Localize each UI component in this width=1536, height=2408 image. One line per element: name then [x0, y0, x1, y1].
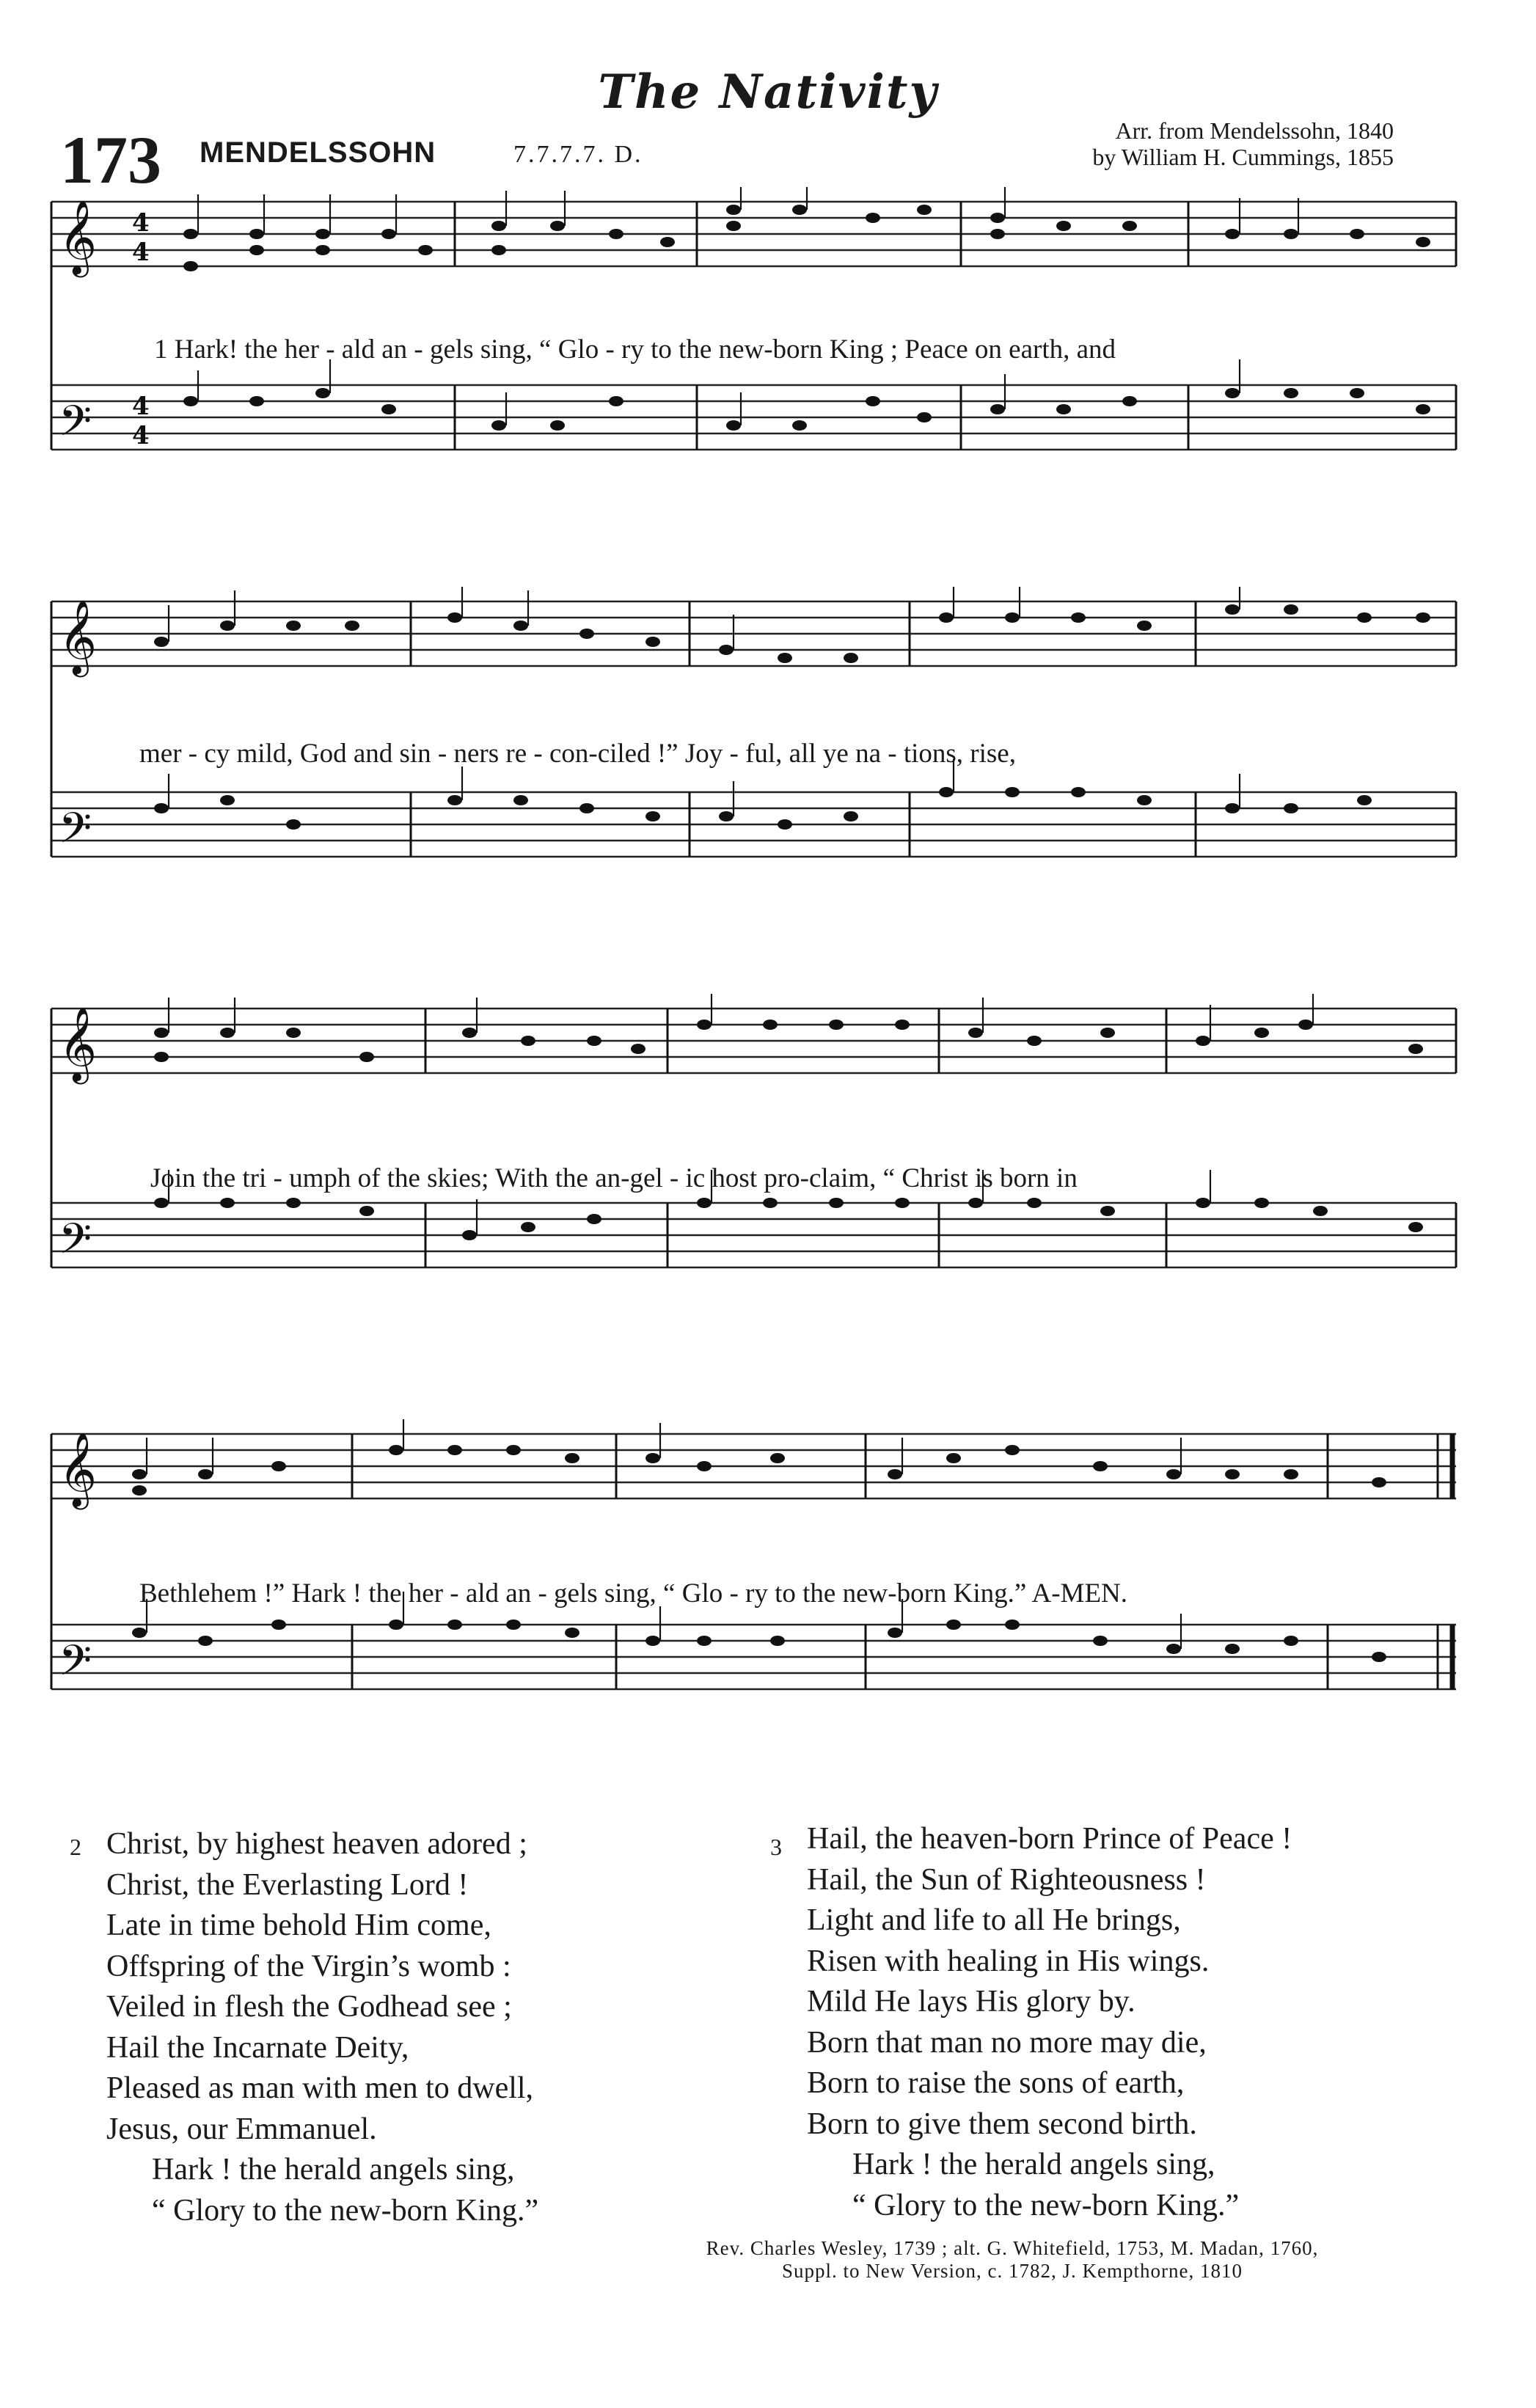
verse-2-line-5: Veiled in flesh the Godhead see ;	[106, 1990, 512, 2024]
svg-text:4: 4	[132, 421, 150, 450]
svg-text:4: 4	[132, 208, 150, 238]
verse-3-line-6: Born that man no more may die,	[807, 2025, 1207, 2060]
verse-3-line-2: Hail, the Sun of Righteousness !	[807, 1862, 1206, 1897]
music-system-3	[44, 994, 1463, 1320]
verse-2-number: 2	[70, 1834, 81, 1860]
text-credits	[572, 2237, 1452, 2283]
verse-2	[106, 1824, 538, 2231]
tune-name: MENDELSSOHN	[200, 136, 436, 169]
hymn-title: The Nativity	[598, 65, 938, 120]
verse-3-number: 3	[770, 1834, 782, 1860]
music-system-4	[44, 1419, 1463, 1746]
svg-text:𝄢: 𝄢	[59, 803, 92, 863]
verse-3-line-8: Born to give them second birth.	[807, 2107, 1197, 2141]
lyric-line-3: Join the tri - umph of the skies; With the an-gel - ic host pro-claim, “ Christ is born in	[150, 1163, 1078, 1193]
verse-2-line-2: Christ, the Everlasting Lord !	[106, 1867, 469, 1902]
verse-3-line-7: Born to raise the sons of earth,	[807, 2066, 1185, 2100]
verse-3-line-5: Mild He lays His glory by.	[807, 1985, 1135, 2019]
hymn-number: 173	[60, 122, 161, 197]
credits-line-2: Suppl. to New Version, c. 1782, J. Kempthorne, 1810	[782, 2260, 1243, 2282]
svg-text:𝄞: 𝄞	[59, 1006, 98, 1081]
svg-text:𝄞: 𝄞	[59, 199, 98, 274]
verse-2-line-9: Hark ! the herald angels sing,	[152, 2153, 515, 2186]
verse-3-line-10: “ Glory to the new-born King.”	[852, 2188, 1240, 2222]
svg-text:𝄞: 𝄞	[59, 1431, 98, 1507]
svg-text:𝄢: 𝄢	[59, 396, 92, 456]
verse-2-line-7: Pleased as man with men to dwell,	[106, 2071, 534, 2105]
music-system-2	[44, 587, 1463, 913]
verse-3	[807, 1819, 1292, 2226]
svg-text:𝄢: 𝄢	[59, 1214, 92, 1274]
lyric-line-1: 1 Hark! the her - ald an - gels sing, “ Glo - ry to the new-born King ; Peace on earth, and	[154, 334, 1116, 365]
verse-3-line-3: Light and life to all He brings,	[807, 1903, 1181, 1937]
verse-2-line-3: Late in time behold Him come,	[106, 1909, 491, 1942]
svg-text:𝄞: 𝄞	[59, 599, 98, 674]
verse-2-line-4: Offspring of the Virgin’s womb :	[106, 1949, 511, 1983]
arranger-line-1: Arr. from Mendelssohn, 1840	[1115, 117, 1394, 144]
verse-3-line-9: Hark ! the herald angels sing,	[852, 2148, 1215, 2181]
arranger-credit	[939, 117, 1394, 170]
credits-line-1: Rev. Charles Wesley, 1739 ; alt. G. Whitefield, 1753, M. Madan, 1760,	[706, 2237, 1319, 2259]
svg-text:4: 4	[132, 238, 150, 267]
verse-2-line-6: Hail the Incarnate Deity,	[106, 2030, 409, 2065]
verse-2-line-1: Christ, by highest heaven adored ;	[106, 1827, 527, 1861]
music-system-1	[44, 187, 1463, 513]
lyric-line-4: Bethlehem !” Hark ! the her - ald an - gels sing, “ Glo - ry to the new-born King.” A-MEN.	[139, 1578, 1128, 1609]
svg-text:𝄢: 𝄢	[59, 1636, 92, 1696]
staff-system-3	[44, 994, 1463, 1317]
verse-3-line-1: Hail, the heaven-born Prince of Peace !	[807, 1822, 1292, 1856]
verse-2-line-8: Jesus, our Emmanuel.	[106, 2112, 377, 2146]
verse-2-line-10: “ Glory to the new-born King.”	[152, 2193, 539, 2228]
arranger-line-2: by William H. Cummings, 1855	[1092, 144, 1394, 170]
svg-text:4: 4	[132, 392, 150, 421]
verse-3-line-4: Risen with healing in His wings.	[807, 1944, 1210, 1978]
lyric-line-2: mer - cy mild, God and sin - ners re - con-ciled !” Joy - ful, all ye na - tions, rise,	[139, 739, 1016, 769]
meter: 7.7.7.7. D.	[513, 141, 643, 168]
